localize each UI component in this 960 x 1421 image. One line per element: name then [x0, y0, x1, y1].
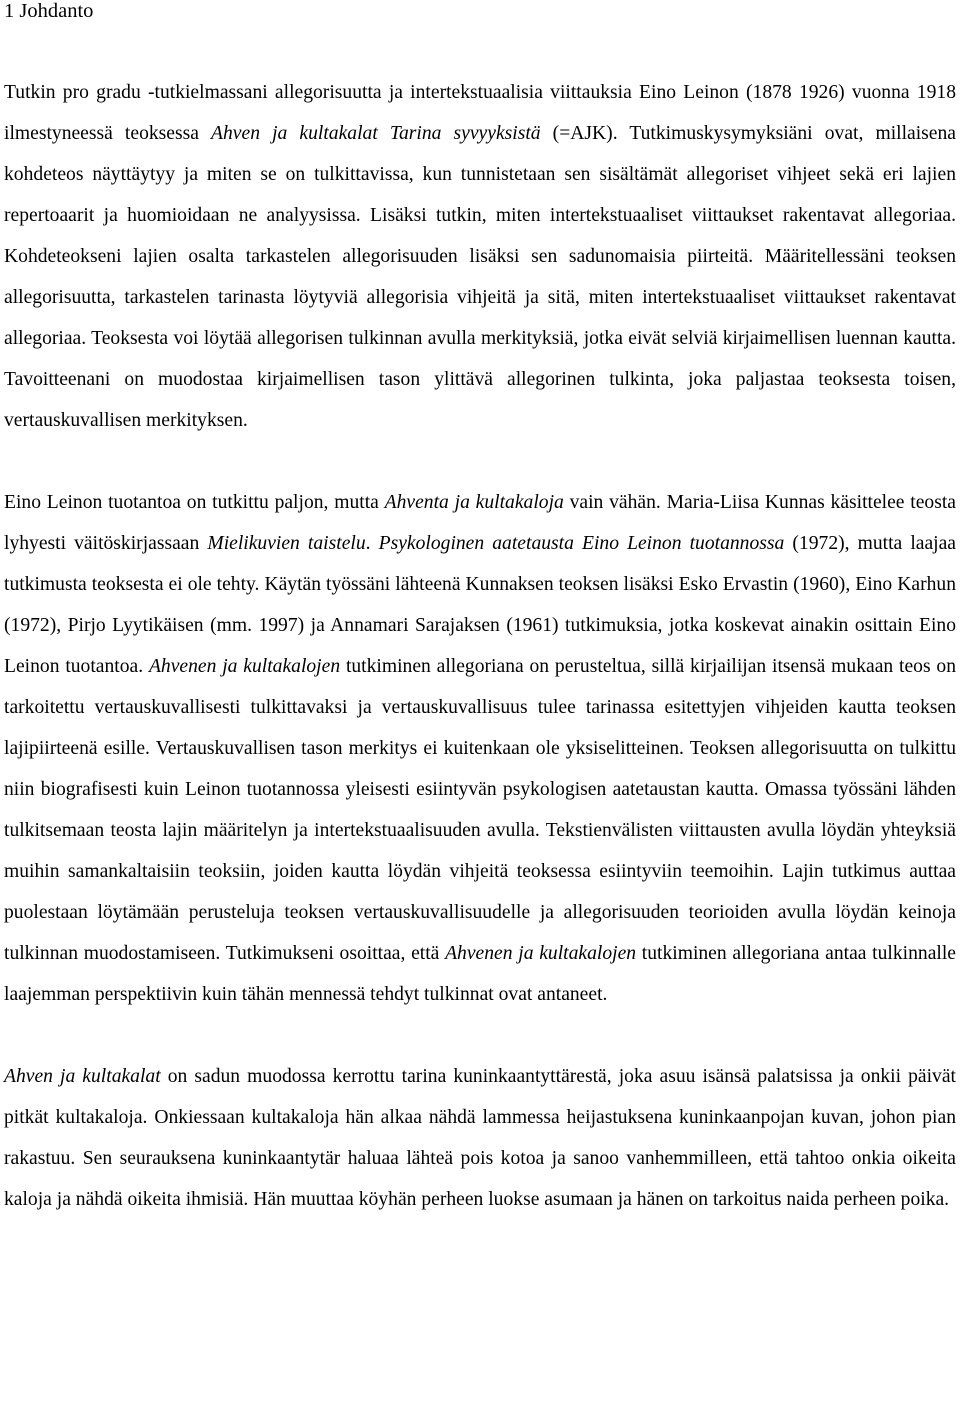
paragraph-text: on sadun muodossa kerrottu tarina kuninkaantyttärestä, joka asuu isänsä palatsissa ja onkii päivät pitkät kultakaloja. Onkiessaan kultakaloja hän alkaa nähdä lammessa heijastuksena kuninkaanpojan kuvan, johon pian rakastuu. Sen seurauksena kuninkaantytär haluaa lähteä pois kotoa ja sanoo vanhemmilleen, että tahtoo onkia oikeita kaloja ja nähdä oikeita ihmisiä. Hän muuttaa köyhän perheen luokse asumaan ja hänen on tarkoitus naida perheen poika.: [4, 1066, 956, 1210]
book-title-italic: Ahventa ja kultakaloja: [384, 492, 564, 513]
book-title-italic: Mielikuvien taistelu: [207, 533, 366, 554]
paragraph-text: Eino Leinon tuotantoa on tutkittu paljon, mutta: [4, 492, 385, 513]
paragraph-text: .: [365, 533, 379, 554]
book-title-italic: Ahven ja kultakalat Tarina syvyyksistä: [211, 123, 541, 144]
paragraph-text: (1972), mutta laajaa tutkimusta teoksesta ei ole tehty. Käytän työssäni lähteenä Kunnaksen teoksen lisäksi Esko Ervastin (1960), Eino Karhun (1972), Pirjo Lyytikäisen (mm. 1997) ja Annamari Sarajaksen (1961) tutkimuksia, jotka koskevat ainakin osittain Eino Leinon tuotantoa.: [4, 533, 956, 677]
paragraph-text: (=AJK). Tutkimuskysymyksiäni ovat, millaisena kohdeteos näyttäytyy ja miten se on tulkittavissa, kun tunnistetaan sen sisältämät allegoriset vihjeet sekä eri lajien repertoaarit ja huomioidaan ne analyysissa. Lisäksi tutkin, miten intertekstuaaliset viittaukset rakentavat allegoriaa. Kohdeteokseni lajien osalta tarkastelen allegorisuuden lisäksi sen sadunomaisia piirteitä. Määritellessäni teoksen allegorisuutta, tarkastelen tarinasta löytyviä allegorisia vihjeitä ja sitä, miten intertekstuaaliset viittaukset rakentavat allegoriaa. Teoksesta voi löytää allegorisen tulkinnan avulla merkityksiä, jotka eivät selviä kirjaimellisen luennan kautta. Tavoitteenani on muodostaa kirjaimellisen tason ylittävä allegorinen tulkinta, joka paljastaa teoksesta toisen, vertauskuvallisen merkityksen.: [4, 123, 956, 431]
chapter-heading: 1 Johdanto: [4, 0, 94, 22]
paragraph-text: tutkiminen allegoriana on perusteltua, sillä kirjailijan itsensä mukaan teos on tarkoitettu vertauskuvallisesti tulkittavaksi ja vertauskuvallisuus tulee tarinassa esitettyjen vihjeiden kautta teoksen lajipiirteenä esille. Vertauskuvallisen tason merkitys ei kuitenkaan ole yksiselitteinen. Teoksen allegorisuutta on tulkittu niin biografisesti kuin Leinon tuotannossa yleisesti esiintyvän psykologisen aatetaustan kautta. Omassa työssäni lähden tulkitsemaan teosta lajin määritelyn ja intertekstuaalisuuden avulla. Tekstienvälisten viittausten avulla löydän yhteyksiä muihin samankaltaisiin teoksiin, joiden kautta löydän vihjeitä teoksessa esiintyviin teemoihin. Lajin tutkimus auttaa puolestaan löytämään perusteluja teoksen vertauskuvallisuudelle ja allegorisuuden teorioiden avulla löydän keinoja tulkinnan muodostamiseen. Tutkimukseni osoittaa, että: [4, 656, 956, 964]
paragraph-text: Tutkin pro gradu -tutkielmassani allegorisuutta ja intertekstuaalisia viittauksia Eino Leinon (1878 1926) vuonna 1918 ilmestyneessä teoksessa: [4, 82, 956, 144]
paragraph-text: vain vähän. Maria-Liisa Kunnas käsittelee teosta lyhyesti väitöskirjassaan: [4, 492, 956, 554]
book-title-italic: Ahvenen ja kultakalojen: [148, 656, 341, 677]
book-title-italic: Psykologinen aatetausta Eino Leinon tuotannossa: [378, 533, 785, 554]
paragraph-introduction: [4, 72, 956, 441]
paragraph-plot-summary: [4, 1056, 956, 1220]
book-title-italic: Ahvenen ja kultakalojen: [445, 943, 637, 964]
paragraph-research-background: [4, 482, 956, 1015]
paragraph-text: tutkiminen allegoriana antaa tulkinnalle laajemman perspektiivin kuin tähän mennessä tehdyt tulkinnat ovat antaneet.: [4, 943, 956, 1005]
book-title-italic: Ahven ja kultakalat: [4, 1066, 161, 1087]
document-page: [4, 0, 956, 1220]
